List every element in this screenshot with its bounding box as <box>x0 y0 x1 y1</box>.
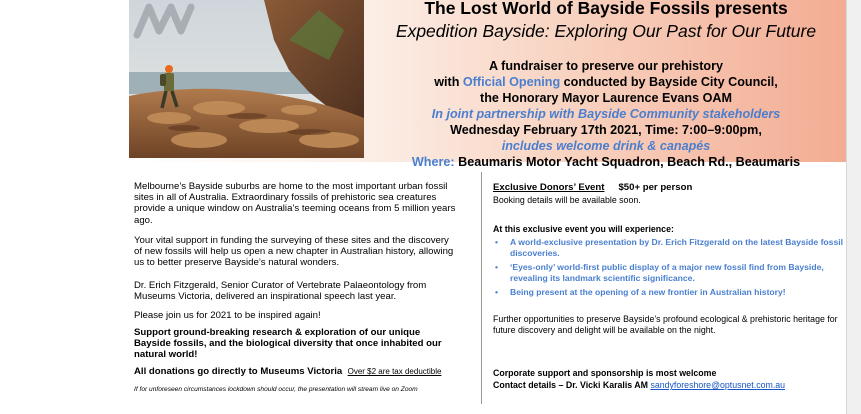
list-item: • ‘Eyes-only’ world-first public display of a major new fossil find from Bayside, revealing its landmark scientific significance. <box>493 262 843 285</box>
partnership-line: In joint partnership with Bayside Community stakeholders <box>431 107 781 121</box>
tax-note: Over $2 are tax deductible <box>347 367 442 376</box>
corporate-line: Corporate support and sponsorship is most welcome <box>493 368 717 378</box>
where-label: Where: <box>411 155 455 169</box>
event-header <box>493 182 843 193</box>
donations-line: All donations go directly to Museums Victoria Over $2 are tax deductible <box>134 366 442 377</box>
fossil-coast-photo <box>129 0 364 158</box>
wave-logo-icon <box>133 1 195 41</box>
support-paragraph: Your vital support in funding the surveying of these sites and the discovery of new fossils will help us open a new chapter in Australian history, allowing us to better preserve Bayside’s natural wonders. <box>134 235 454 269</box>
list-item: • Being present at the opening of a new frontier in Australian history! <box>493 287 843 298</box>
intro-paragraph: Melbourne’s Bayside suburbs are home to the most important urban fossil sites in all of Australia. Extraordinary fossils of prehistoric sea creatures provide a unique window on Australia’s teeming oceans from 5 million years ago. <box>134 181 456 226</box>
contact-email-link[interactable]: sandyforeshore@optusnet.com.au <box>650 380 786 390</box>
exclusive-event-label: Exclusive Donors’ Event <box>493 182 605 193</box>
experience-heading: At this exclusive event you will experience: <box>493 224 674 234</box>
flyer-page <box>129 0 846 414</box>
contact-line: Contact details – Dr. Vicki Karalis AM sandyforeshore@optusnet.com.au <box>493 380 786 390</box>
window-edge <box>846 0 861 414</box>
fundraiser-line: A fundraiser to preserve our prehistory <box>489 59 723 73</box>
further-paragraph: Further opportunities to preserve Bayside’s profound ecological & prehistoric heritage for future discovery and delight will be available on the night. <box>493 314 838 336</box>
research-paragraph: Support ground-breaking research & exploration of our unique Bayside fossils, and the biological diversity that once inhabited our natural world! <box>134 327 442 361</box>
opening-line: with Official Opening conducted by Bayside City Council, <box>434 75 778 89</box>
list-item: • A world-exclusive presentation by Dr. Erich Fitzgerald on the latest Bayside fossil discoveries. <box>493 237 843 260</box>
experience-list <box>493 237 843 300</box>
event-title: The Lost World of Bayside Fossils presents <box>424 0 788 18</box>
mayor-line: the Honorary Mayor Laurence Evans OAM <box>480 91 732 105</box>
venue-line: Where: Beaumaris Motor Yacht Squadron, Beach Rd., Beaumaris <box>411 155 801 169</box>
left-margin <box>0 0 129 414</box>
speaker-paragraph: Dr. Erich Fitzgerald, Senior Curator of Vertebrate Palaeontology from Museums Victoria, delivered an inspirational speech last year. <box>134 280 427 303</box>
lockdown-note: If for unforeseen circumstances lockdown should occur, the presentation will stream live on Zoom <box>134 386 418 393</box>
join-paragraph: Please join us for 2021 to be inspired again! <box>134 310 321 321</box>
event-price: $50+ per person <box>618 182 693 193</box>
drink-line: includes welcome drink & canapés <box>501 139 711 153</box>
date-time-line: Wednesday February 17th 2021, Time: 7:00–9:00pm, <box>450 123 762 137</box>
column-divider <box>481 172 482 404</box>
booking-note: Booking details will be available soon. <box>493 195 641 205</box>
official-opening-text: Official Opening <box>462 75 561 89</box>
event-subtitle: Expedition Bayside: Exploring Our Past for Our Future <box>395 21 817 41</box>
